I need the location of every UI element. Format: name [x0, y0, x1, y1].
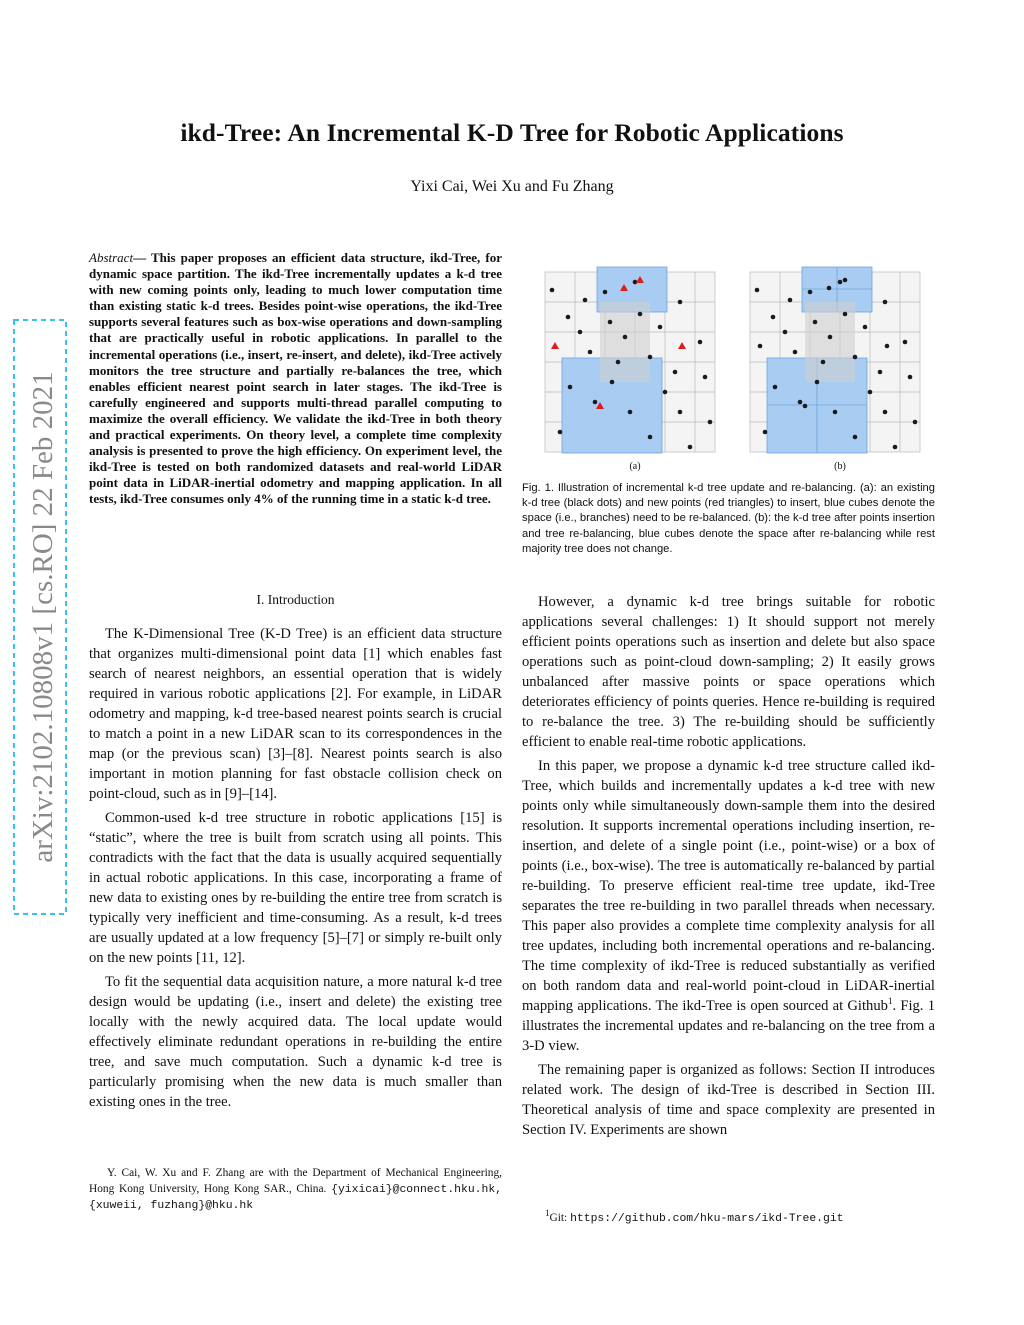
- body-paragraph-part: . Fig. 1 illustrates the incremental updates and re-balancing on the tree from a 3-D view.: [522, 998, 935, 1054]
- intro-paragraph: To fit the sequential data acquisition nature, a more natural k-d tree design would be updating (i.e., insert and delete) the existing tree locally with the newly acquired data. The local update would effectively eliminate redundant operations in re-building the entire tree, and save much computation. Such a dynamic k-d tree is particularly promising when the new data is much smaller than existing ones in the tree.: [89, 974, 502, 1110]
- abstract-dash: —: [133, 250, 151, 265]
- figure-caption: Fig. 1. Illustration of incremental k-d tree update and re-balancing. (a): an existing k-d tree (black dots) and new points (red triangles) to insert, blue cubes denote the space (i.e., branches) need to be re-balanced. (b): the k-d tree after points insertion and tree re-balancing, blue cubes denote the space after re-balancing while rest majority tree does not change.: [522, 482, 935, 555]
- author-emails: {yixicai}@connect.hku.hk, {xuweii, fuzhang}@hku.hk: [89, 1183, 502, 1213]
- intro-paragraph: Common-used k-d tree structure in robotic applications [15] is “static”, where the tree is built from scratch using all points. This contradicts with the fact that the data is usually acquired sequentially in actual robotic applications. In this case, incorporating a frame of new data to existing ones by re-building the entire tree from scratch is typically very inefficient and time-consuming. As a result, k-d trees are usually updated at a low frequency [5]–[7] or simply re-built only on the new points [11, 12].: [89, 810, 502, 966]
- body-paragraph-part: In this paper, we propose a dynamic k-d tree structure called ikd-Tree, which builds and incrementally updates a k-d tree with new points only while simultaneously down-sample them into the desired resolution. It supports incremental operations including insertion, re-insertion, and delete of a single point (i.e., point-wise) or a box of points (i.e., box-wise). The tree is automatically re-balanced by partial re-building. To preserve efficient real-time tree update, ikd-Tree separates the tree re-building in two parallel threads when necessary. This paper also provides a complete time complexity analysis for all tree updates, including both incremental operations and re-balancing. The time complexity of ikd-Tree is reduced substantially as verified on both random data and real-world point-cloud in LiDAR-inertial mapping applications. The ikd-Tree is open sourced at Github: [522, 758, 935, 1014]
- left-column-body: [89, 624, 502, 1112]
- kd-tree-illustration-b: [750, 267, 920, 472]
- intro-paragraph: The K-Dimensional Tree (K-D Tree) is an efficient data structure that organizes multi-dimensional point data [1] which enables fast search of nearest neighbors, an essential operation that is widely required in various robotic applications [2]. For example, in LiDAR odometry and mapping, k-d tree-based nearest points search is crucial to match a point in a new LiDAR scan to its correspondences in the map (or the previous scan) [3]–[8]. Nearest points search is also important in motion planning for fast obstacle collision check on point-cloud, such as in [9]–[14].: [89, 626, 502, 802]
- body-paragraph: The remaining paper is organized as follows: Section II introduces related work. The design of ikd-Tree is described in Section III. Theoretical analysis of time and space complexity are presented in Section IV. Experiments are shown: [522, 1062, 935, 1138]
- author-list: Yixi Cai, Wei Xu and Fu Zhang: [410, 178, 614, 195]
- author-footnote: [89, 1166, 502, 1215]
- abstract: [89, 250, 502, 508]
- author-affiliation: Y. Cai, W. Xu and F. Zhang are with the Department of Mechanical Engineering, Hong Kong University, Hong Kong SAR., China.: [89, 1167, 502, 1195]
- body-paragraph: However, a dynamic k-d tree brings suitable for robotic applications several challenges: 1) It should support not merely efficient points operations such as insertion and delete but also space operations such as point-cloud down-sampling; 2) It easily grows unbalanced after massive points or space operations which deteriorates efficiency of points queries. Hence re-building is required to re-balance the tree. 3) The re-building should be sufficiently efficient to enable real-time robotic applications.: [522, 594, 935, 750]
- paper-title: ikd-Tree: An Incremental K-D Tree for Robotic Applications: [180, 118, 844, 147]
- arxiv-stamp: [12, 318, 68, 916]
- figure-label-b: (b): [834, 461, 846, 472]
- kd-tree-illustration-a: [545, 267, 715, 472]
- figure-label-a: (a): [629, 461, 641, 472]
- figure-1: [540, 262, 940, 474]
- github-footnote: [545, 1208, 844, 1225]
- body-paragraph: [522, 756, 935, 1056]
- github-link[interactable]: https://github.com/hku-mars/ikd-Tree.git: [570, 1213, 844, 1225]
- right-column-body: [522, 592, 935, 1140]
- abstract-text: This paper proposes an efficient data structure, ikd-Tree, for dynamic space partition. The ikd-Tree incrementally updates a k-d tree with new coming points only, leading to much lower computation time than existing static k-d trees. Besides point-wise operations, the ikd-Tree supports several features such as box-wise operations and down-sampling that are practically useful in robotic applications. In parallel to the incremental operations (i.e., insert, re-insert, and delete), ikd-Tree actively monitors the tree structure and partially re-balances the tree, which enables efficient nearest point search in later stages. The ikd-Tree is carefully engineered and supports multi-thread parallel computing to maximize the overall efficiency. We validate the ikd-Tree in both theory and practical experiments. On theory level, a complete time complexity analysis is presented to prove the high efficiency. On experiment level, the ikd-Tree is tested on both randomized datasets and real-world LiDAR point data in LiDAR-inertial odometry and mapping application. In all tests, ikd-Tree consumes only 4% of the running time in a static k-d tree.: [89, 250, 502, 507]
- abstract-label: Abstract: [89, 250, 134, 265]
- arxiv-stamp-text: arXiv:2102.10808v1 [cs.RO] 22 Feb 2021: [27, 371, 59, 863]
- section-heading-text: I. Introduction: [256, 592, 335, 607]
- footnote-marker: 1: [887, 996, 893, 1007]
- footnote-label: Git:: [549, 1212, 571, 1224]
- footnote-number: 1: [545, 1208, 550, 1219]
- section-heading: [89, 592, 502, 608]
